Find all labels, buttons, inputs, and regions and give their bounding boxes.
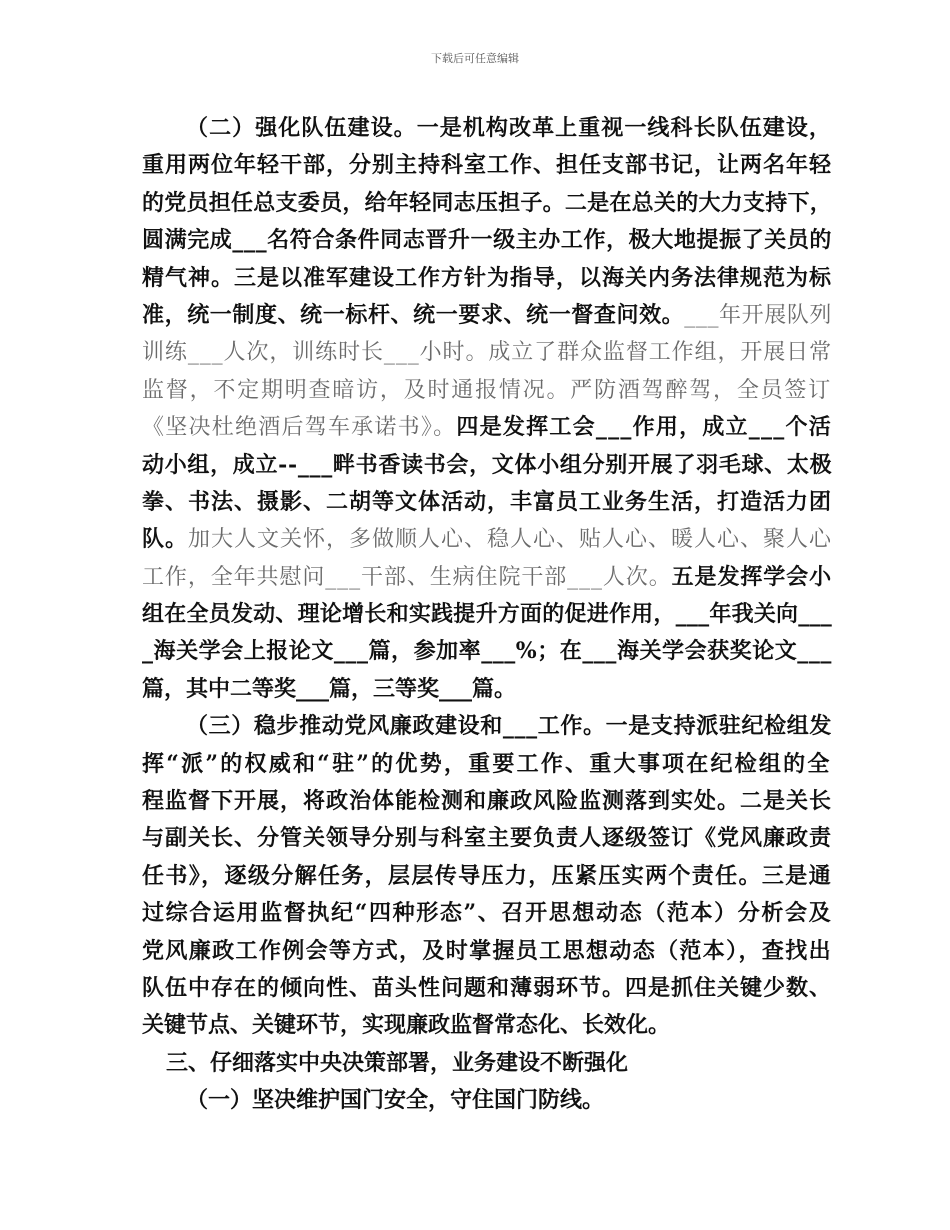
text-line xyxy=(142,895,832,932)
bold-text-segment: 重用两位年轻干部，分别主持科室工作、担任支部书记，让两名年轻 xyxy=(142,152,833,179)
regular-text-segment: 监督，不定期明查暗访，及时通报情况。严防酒驾醉驾，全员签订 xyxy=(142,377,833,403)
bold-text-segment: 组在全员发动、理论增长和实践提升方面的促进作用，___年我关向___ xyxy=(142,601,833,628)
text-line xyxy=(142,409,832,446)
bold-text-segment: 圆满完成___名符合条件同志晋升一级主办工作，极大地提振了关员的 xyxy=(142,227,833,254)
bold-text-segment: （三）稳步推动党风廉政建设和___工作。一是支持派驻纪检组发 xyxy=(186,713,833,740)
text-line xyxy=(142,484,832,521)
page-header-caption: 下载后可任意编辑 xyxy=(431,52,519,65)
text-line xyxy=(142,1045,832,1082)
paragraph-p4 xyxy=(142,1082,832,1119)
text-line xyxy=(142,297,832,334)
bold-text-segment: 动小组，成立--___畔书香读书会，文体小组分别开展了羽毛球、太极 xyxy=(142,451,833,478)
paragraph-p1 xyxy=(142,110,832,708)
bold-text-segment: 拳、书法、摄影、二胡等文体活动，丰富员工业务生活，打造活力团 xyxy=(142,488,833,515)
text-line xyxy=(142,334,832,371)
text-line xyxy=(142,746,832,783)
regular-text-segment: 加大人文关怀，多做顺人心、稳人心、贴人心、暖人心、聚人心 xyxy=(188,527,833,553)
text-line xyxy=(142,559,832,596)
bold-text-segment: 队伍中存在的倾向性、苗头性问题和薄弱环节。四是抓住关键少数、 xyxy=(142,974,833,1001)
bold-text-segment: 与副关长、分管关领导分别与科室主要负责人逐级签订《党风廉政责 xyxy=(142,825,833,852)
bold-text-segment: 挥“派”的权威和“驻”的优势，重要工作、重大事项在纪检组的全 xyxy=(142,750,832,777)
bold-text-segment: （二）强化队伍建设。一是机构改革上重视一线科长队伍建设， xyxy=(186,115,833,141)
bold-text-segment: 精气神。三是以准军建设工作方针为指导，以海关内务法律规范为标 xyxy=(142,264,833,291)
text-line xyxy=(142,447,832,484)
bold-text-segment: 五是发挥学会小 xyxy=(671,563,833,590)
text-line xyxy=(142,970,832,1007)
paragraph-p3 xyxy=(142,1045,832,1082)
bold-text-segment: 任书》，逐级分解任务，层层传导压力，压紧压实两个责任。三是通 xyxy=(142,862,833,889)
regular-text-segment: ___年开展队列 xyxy=(684,302,833,328)
text-line xyxy=(142,521,832,558)
document-body xyxy=(142,110,832,1120)
text-line xyxy=(142,1007,832,1044)
bold-text-segment: 的党员担任总支委员，给年轻同志压担子。二是在总关的大力支持下， xyxy=(142,189,833,216)
bold-text-segment: 过综合运用监督执纪“四种形态”、召开思想动态（范本）分析会及 xyxy=(142,900,833,927)
text-line xyxy=(142,820,832,857)
text-line xyxy=(142,708,832,745)
text-line xyxy=(142,185,832,222)
text-line xyxy=(142,1082,832,1119)
text-line xyxy=(142,783,832,820)
paragraph-p2 xyxy=(142,708,832,1045)
text-line xyxy=(142,933,832,970)
bold-text-segment: 四是发挥工会___作用，成立___个活 xyxy=(456,414,833,441)
regular-text-segment: 工作，全年共慰问___干部、生病住院干部___人次。 xyxy=(142,564,672,590)
bold-text-segment: 篇，其中二等奖___篇，三等奖___篇。 xyxy=(142,675,517,702)
text-line xyxy=(142,633,832,670)
bold-text-segment: （一）坚决维护国门安全，守住国门防线。 xyxy=(186,1087,605,1114)
bold-text-segment: 程监督下开展，将政治体能检测和廉政风险监测落到实处。二是关长 xyxy=(142,788,833,815)
bold-text-segment: 三、仔细落实中央决策部署，业务建设不断强化 xyxy=(166,1049,629,1076)
text-line xyxy=(142,671,832,708)
text-line xyxy=(142,372,832,409)
text-line xyxy=(142,147,832,184)
text-line xyxy=(142,596,832,633)
bold-text-segment: 准，统一制度、统一标杆、统一要求、统一督查问效。 xyxy=(142,301,685,328)
text-line xyxy=(142,110,832,147)
bold-text-segment: 党风廉政工作例会等方式，及时掌握员工思想动态（范本），查找出 xyxy=(142,937,833,964)
text-line xyxy=(142,222,832,259)
bold-text-segment: 队。 xyxy=(142,526,189,553)
text-line xyxy=(142,260,832,297)
regular-text-segment: 训练___人次，训练时长___小时。成立了群众监督工作组，开展日常 xyxy=(142,340,833,366)
regular-text-segment: 《坚决杜绝酒后驾车承诺书》。 xyxy=(142,415,457,441)
text-line xyxy=(142,858,832,895)
bold-text-segment: 关键节点、关键环节，实现廉政监督常态化、长效化。 xyxy=(142,1012,671,1039)
bold-text-segment: _海关学会上报论文___篇，参加率___%；在___海关学会获奖论文___ xyxy=(142,638,832,665)
